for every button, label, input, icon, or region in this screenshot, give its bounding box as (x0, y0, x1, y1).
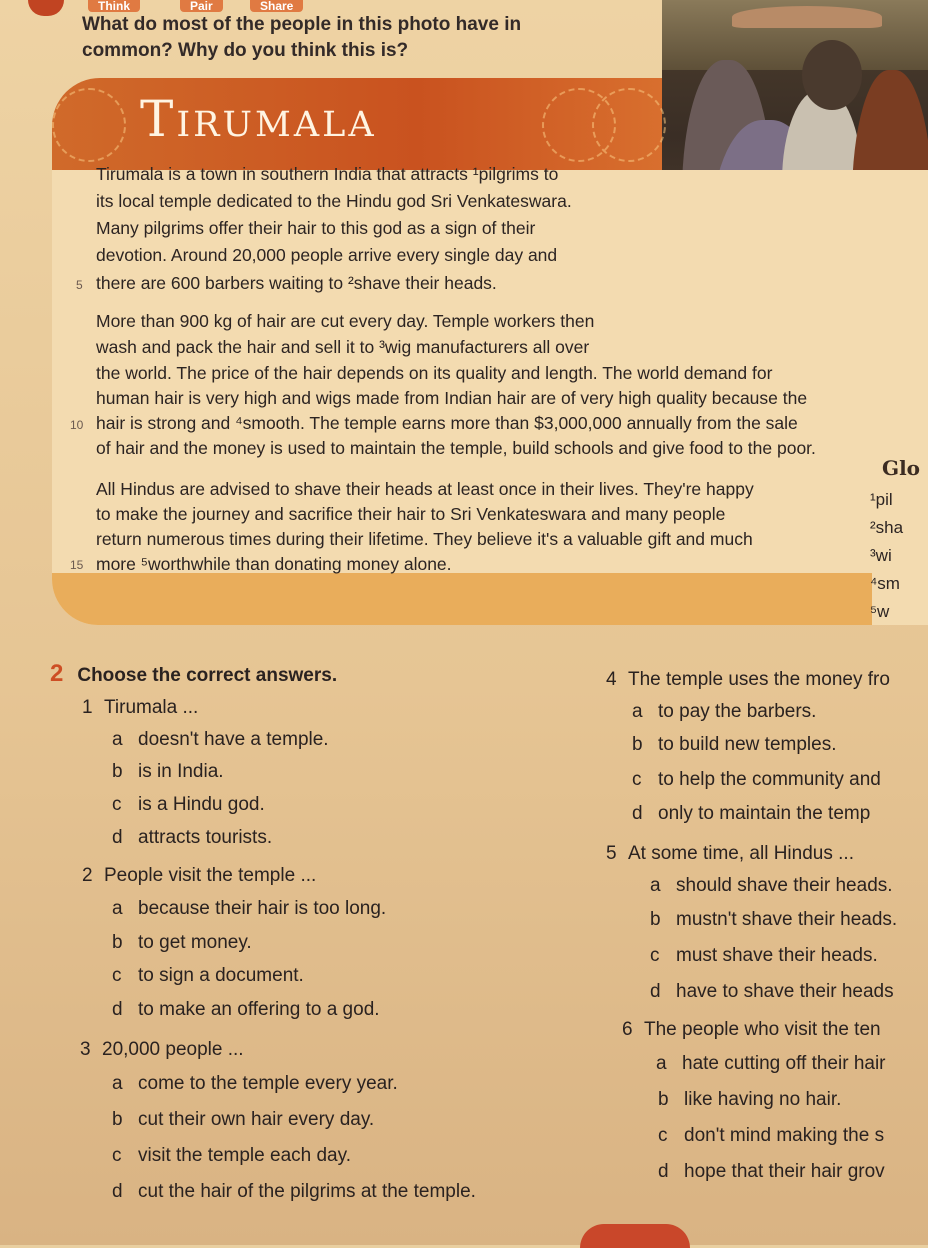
page-tab-decoration (580, 1224, 690, 1248)
glossary-item: ⁵w (870, 602, 890, 621)
answer-option[interactable]: d have to shave their heads (650, 981, 894, 1002)
glossary-item: ³wi (870, 546, 892, 565)
answer-option[interactable]: b cut their own hair every day. (112, 1109, 375, 1130)
article-line: more ⁵worthwhile than donating money alone. (96, 554, 452, 574)
answer-option[interactable]: b like having no hair. (658, 1089, 842, 1110)
answer-option[interactable]: c to sign a document. (112, 965, 304, 986)
line-number: 5 (76, 278, 83, 292)
article-line: to make the journey and sacrifice their hair to Sri Venkateswara and many people (96, 504, 726, 524)
question-stem: 1 Tirumala ... (82, 697, 199, 718)
answer-option[interactable]: b to build new temples. (632, 734, 837, 755)
answer-option[interactable]: a come to the temple every year. (112, 1073, 398, 1094)
article-line: More than 900 kg of hair are cut every day. Temple workers then (96, 311, 595, 331)
article-line: return numerous times during their lifetime. They believe it's a valuable gift and much (96, 529, 753, 549)
answer-option[interactable]: d only to maintain the temp (632, 803, 871, 824)
answer-option[interactable]: a should shave their heads. (650, 875, 893, 896)
line-number: 15 (70, 558, 84, 572)
tab-think: Think (88, 0, 140, 12)
question-stem: 3 20,000 people ... (80, 1039, 244, 1060)
answer-option[interactable]: a because their hair is too long. (112, 898, 387, 919)
question-stem: 6 The people who visit the ten (622, 1019, 881, 1040)
exercise-heading (50, 660, 337, 688)
question-stem: 5 At some time, all Hindus ... (606, 843, 854, 864)
answer-option[interactable]: b mustn't shave their heads. (650, 909, 898, 930)
article-line: Many pilgrims offer their hair to this god as a sign of their (96, 218, 536, 238)
answer-option[interactable]: c is a Hindu god. (112, 794, 265, 815)
article-line: of hair and the money is used to maintain the temple, build schools and give food to the poor. (96, 438, 816, 458)
article-title: Tirumala (140, 90, 377, 148)
answer-option[interactable]: d cut the hair of the pilgrims at the temple. (112, 1181, 476, 1202)
glossary-item: ⁴sm (870, 574, 900, 593)
question-stem: 4 The temple uses the money fro (606, 669, 890, 690)
warmup-question: What do most of the people in this photo have in common? Why do you think this is? (82, 14, 522, 61)
answer-option[interactable]: c must shave their heads. (650, 945, 878, 966)
exercise-instruction: Choose the correct answers. (77, 665, 338, 686)
glossary-title: Glo (882, 456, 921, 480)
answer-option[interactable]: a hate cutting off their hair (656, 1053, 886, 1074)
article-line: the world. The price of the hair depends on its quality and length. The world demand for (96, 363, 773, 383)
article-line: wash and pack the hair and sell it to ³wig manufacturers all over (96, 337, 590, 357)
exercise-number: 2 (50, 660, 64, 687)
article-line: there are 600 barbers waiting to ²shave their heads. (96, 273, 497, 293)
answer-option[interactable]: b to get money. (112, 932, 252, 953)
tab-share: Share (250, 0, 303, 12)
article-line: Tirumala is a town in southern India that attracts ¹pilgrims to (96, 164, 559, 184)
answer-option[interactable]: a to pay the barbers. (632, 701, 817, 722)
line-number: 10 (70, 418, 84, 432)
glossary-item: ¹pil (870, 490, 893, 509)
glossary-item: ²sha (870, 518, 904, 537)
tab-pair: Pair (180, 0, 223, 12)
answer-option[interactable]: d to make an offering to a god. (112, 999, 380, 1020)
section-marker (28, 0, 64, 16)
answer-option[interactable]: d attracts tourists. (112, 827, 273, 848)
answer-option[interactable]: b is in India. (112, 761, 224, 782)
article-line: its local temple dedicated to the Hindu god Sri Venkateswara. (96, 191, 572, 211)
article-line: human hair is very high and wigs made from Indian hair are of very high quality because the (96, 388, 808, 408)
answer-option[interactable]: c to help the community and (632, 769, 881, 790)
article-line: devotion. Around 20,000 people arrive every single day and (96, 245, 558, 265)
article-line: hair is strong and ⁴smooth. The temple earns more than $3,000,000 annually from the sale (96, 413, 798, 433)
answer-option[interactable]: c don't mind making the s (658, 1125, 885, 1146)
question-stem: 2 People visit the temple ... (82, 865, 317, 886)
answer-option[interactable]: c visit the temple each day. (112, 1145, 351, 1166)
article-line: All Hindus are advised to shave their heads at least once in their lives. They're happy (96, 479, 754, 499)
answer-option[interactable]: a doesn't have a temple. (112, 729, 329, 750)
answer-option[interactable]: d hope that their hair grov (658, 1161, 885, 1182)
